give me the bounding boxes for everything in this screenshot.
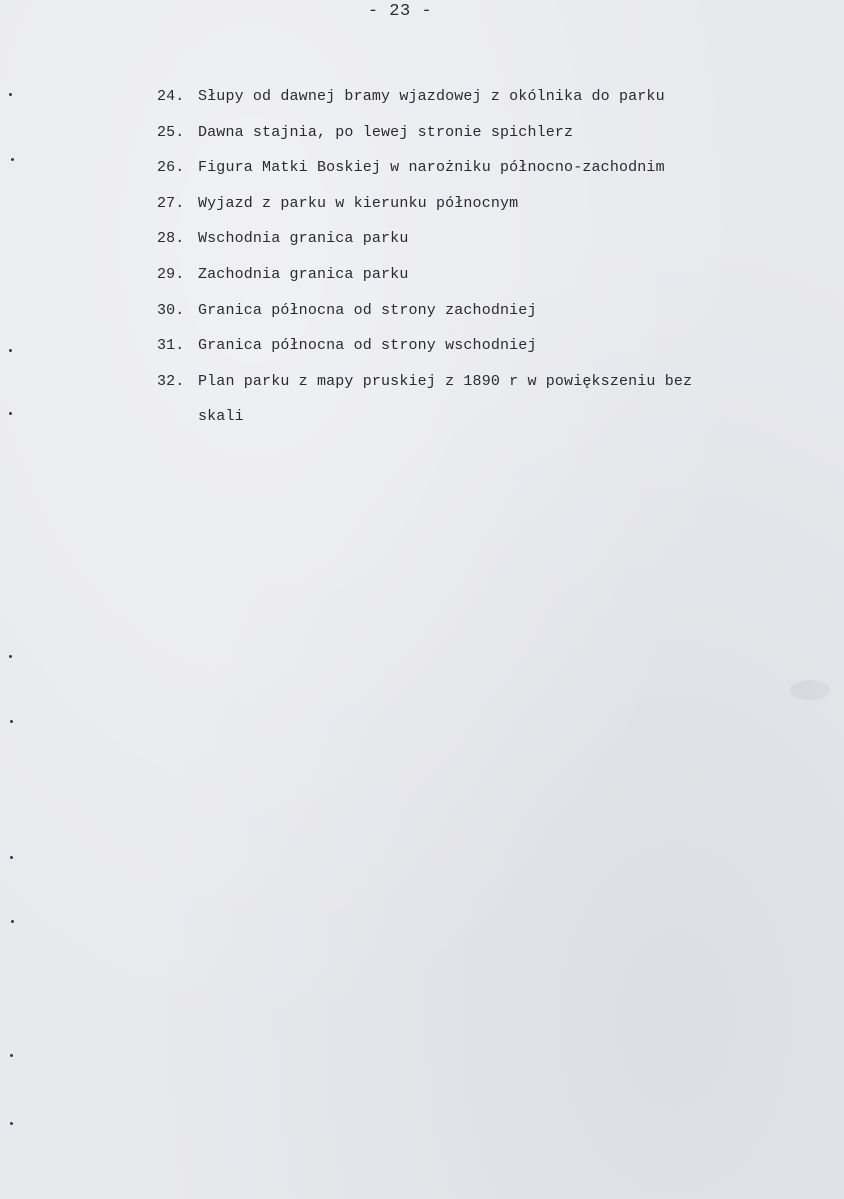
list-item-number: 30. — [157, 301, 185, 319]
list-item-continuation: skali — [198, 408, 244, 426]
margin-dot — [11, 158, 14, 161]
list-item — [157, 221, 797, 257]
list-item — [157, 257, 797, 293]
list-item-text: Granica północna od strony zachodniej — [198, 301, 537, 319]
margin-dot — [10, 1054, 13, 1057]
list-item-number: 24. — [157, 88, 185, 105]
margin-dot — [9, 655, 12, 658]
list-item-text: Wyjazd z parku w kierunku północnym — [198, 194, 519, 212]
list-item — [157, 293, 797, 329]
margin-dot — [10, 720, 13, 723]
margin-dot — [11, 920, 14, 923]
list-item-text: Figura Matki Boskiej w narożniku północno-zachodnim — [198, 159, 665, 177]
list-item — [157, 328, 797, 364]
list-item-number: 26. — [157, 159, 185, 177]
page-number: - 23 - — [367, 2, 433, 21]
list-item-number: 27. — [157, 194, 185, 212]
list-item — [157, 115, 797, 151]
margin-dot — [10, 1122, 13, 1125]
list-item — [157, 79, 797, 115]
margin-dot — [9, 412, 12, 415]
list-item — [157, 364, 797, 400]
list-item-text: Wschodnia granica parku — [198, 230, 409, 248]
margin-dot — [9, 93, 12, 96]
list-item-text: Słupy od dawnej bramy wjazdowej z okólnika do parku — [198, 88, 665, 105]
list-item-text: Granica północna od strony wschodniej — [198, 337, 537, 355]
list-item-number: 31. — [157, 337, 185, 355]
list-item-text: Zachodnia granica parku — [198, 265, 409, 283]
list-item-number: 32. — [157, 372, 185, 390]
list-item-number: 25. — [157, 123, 185, 141]
margin-marks — [0, 0, 20, 1199]
margin-dot — [9, 349, 12, 352]
list-item-text: Dawna stajnia, po lewej stronie spichlerz — [198, 123, 574, 141]
list-item-number: 28. — [157, 230, 185, 248]
list-item-number: 29. — [157, 265, 185, 283]
list-item — [157, 150, 797, 186]
list-item-text: Plan parku z mapy pruskiej z 1890 r w powiększeniu bez — [198, 372, 693, 390]
margin-dot — [10, 856, 13, 859]
paper-stain — [790, 680, 830, 700]
figure-list — [157, 79, 797, 435]
list-item — [157, 186, 797, 222]
